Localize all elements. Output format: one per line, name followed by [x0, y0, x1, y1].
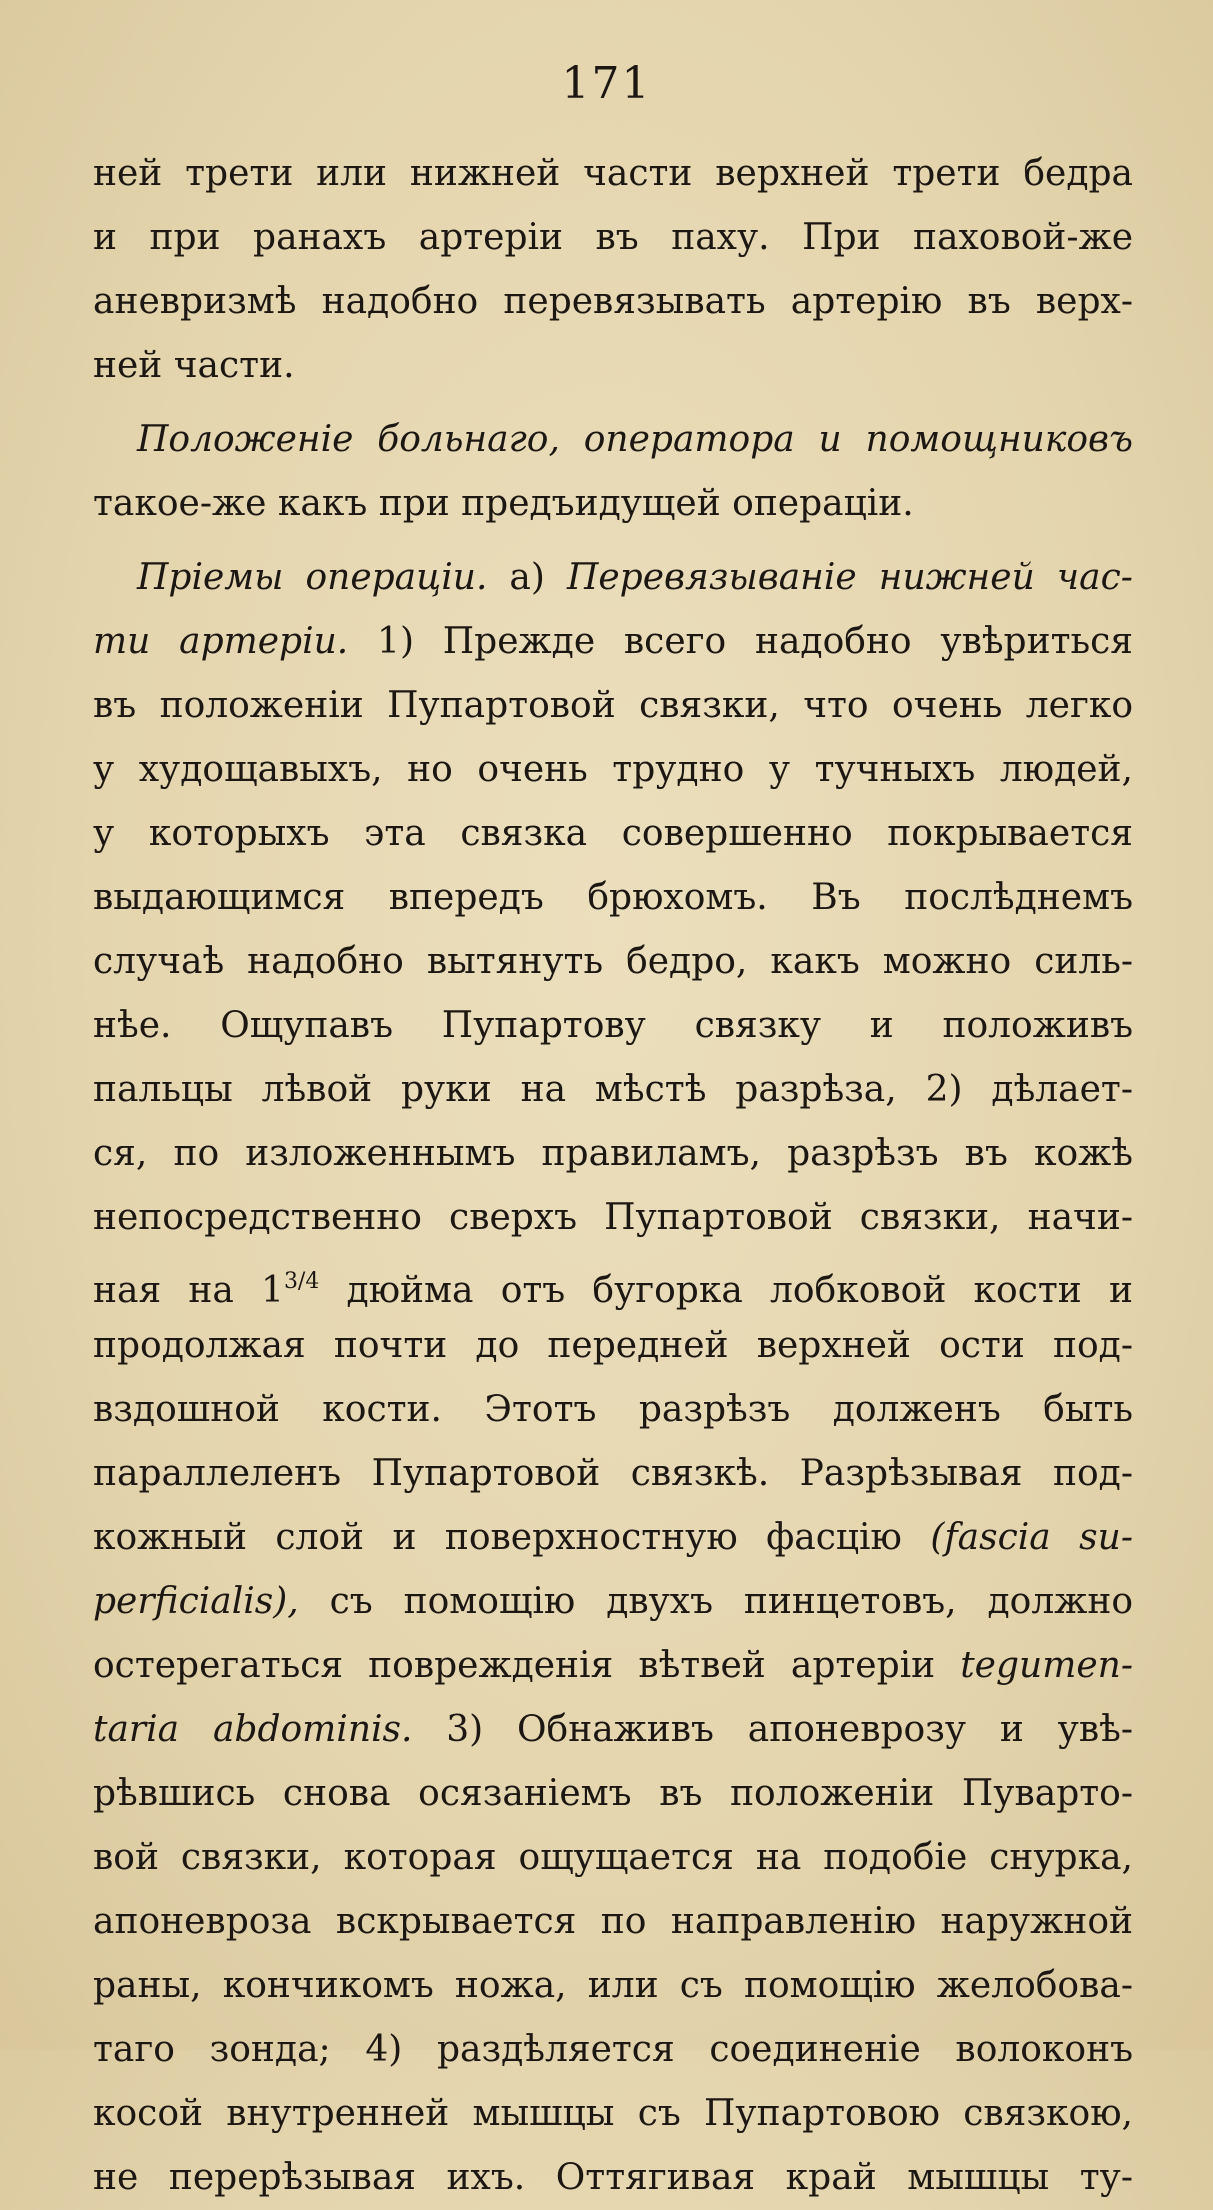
text-line: у которыхъ эта связка совершенно покрывается — [93, 813, 1133, 854]
text-line: выдающимся впередъ брюхомъ. Въ послѣднемъ — [93, 877, 1133, 918]
section-heading-priemy — [93, 546, 1133, 610]
text-line: у худощавыхъ, но очень трудно у тучныхъ людей, — [93, 749, 1133, 790]
text-line-fascia — [93, 1506, 1133, 1570]
text-line: случаѣ надобно вытянуть бедро, какъ можно силь- — [93, 941, 1133, 982]
text-line: непосредственно сверхъ Пупартовой связки, начи- — [93, 1197, 1133, 1238]
latin-term: taria abdominis. — [93, 1709, 413, 1750]
priemy-letter: а) — [509, 557, 545, 598]
text-line-tegumentaria — [93, 1634, 1133, 1698]
abdominis-after: 3) Обнаживъ апоневрозу и увѣ- — [446, 1709, 1133, 1750]
tegumentaria-before: остерегаться поврежденія вѣтвей артеріи — [93, 1645, 936, 1686]
priemy-subtitle: Перевязываніе нижней час- — [566, 557, 1133, 598]
priemy-label: Пріемы операціи. — [137, 557, 488, 598]
latin-term: tegumen- — [960, 1645, 1133, 1686]
text-line-superficialis — [93, 1570, 1133, 1634]
text-line-fraction — [93, 1250, 1133, 1314]
text-line: не перерѣзывая ихъ. Оттягивая край мышцы ту- — [93, 2157, 1133, 2198]
text-line: продолжая почти до передней верхней ости под- — [93, 1325, 1133, 1366]
text-line — [93, 610, 1133, 674]
text-line: вой связки, которая ощущается на подобіе снурка, — [93, 1837, 1133, 1878]
text-line: апоневроза вскрывается по направленію наружной — [93, 1901, 1133, 1942]
measure-value — [261, 1270, 319, 1311]
section-heading-position: Положеніе больнаго, оператора и помощниковъ — [137, 419, 1133, 460]
text-line: раны, кончикомъ ножа, или съ помощію желобова- — [93, 1965, 1133, 2006]
text-line-abdominis — [93, 1698, 1133, 1762]
text-line: и при ранахъ артеріи въ паху. При паховой-же — [93, 217, 1133, 258]
latin-term: (fascia su- — [930, 1517, 1133, 1558]
text-line: рѣвшись снова осязаніемъ въ положеніи Пуварто- — [93, 1773, 1133, 1814]
page-number: 171 — [561, 58, 652, 109]
text-line: ней части. — [93, 345, 295, 386]
text-line: ся, по изложеннымъ правиламъ, разрѣзъ въ кожѣ — [93, 1133, 1133, 1174]
text-line: аневризмѣ надобно перевязывать артерію въ верх- — [93, 281, 1133, 322]
fraction-after: дюйма отъ бугорка лобковой кости и — [346, 1270, 1133, 1311]
latin-term: perficialis), — [93, 1581, 299, 1622]
text-line: пальцы лѣвой руки на мѣстѣ разрѣза, 2) дѣлает- — [93, 1069, 1133, 1110]
measure-whole: 1 — [261, 1270, 284, 1311]
priemy-rest: 1) Прежде всего надобно увѣриться — [377, 621, 1133, 662]
text-line: таго зонда; 4) раздѣляется соединеніе волоконъ — [93, 2029, 1133, 2070]
fraction-before: ная на — [93, 1270, 234, 1311]
text-line: въ положеніи Пупартовой связки, что очень легко — [93, 685, 1133, 726]
text-line: вздошной кости. Этотъ разрѣзъ долженъ быть — [93, 1389, 1133, 1430]
fascia-before: кожный слой и поверхностную фасцію — [93, 1517, 902, 1558]
text-line: ней трети или нижней части верхней трети бедра — [93, 153, 1133, 194]
superficialis-after: съ помощію двухъ пинцетовъ, должно — [329, 1581, 1133, 1622]
text-line: нѣе. Ощупавъ Пупартову связку и положивъ — [93, 1005, 1133, 1046]
measure-fraction: 3/4 — [283, 1269, 320, 1294]
body-text — [93, 142, 1133, 2210]
text-line: косой внутренней мышцы съ Пупартовою связкою, — [93, 2093, 1133, 2134]
priemy-subtitle-end: ти артеріи. — [93, 621, 349, 662]
text-line: такое-же какъ при предъидущей операціи. — [93, 483, 914, 524]
text-line: параллеленъ Пупартовой связкѣ. Разрѣзывая под- — [93, 1453, 1133, 1494]
